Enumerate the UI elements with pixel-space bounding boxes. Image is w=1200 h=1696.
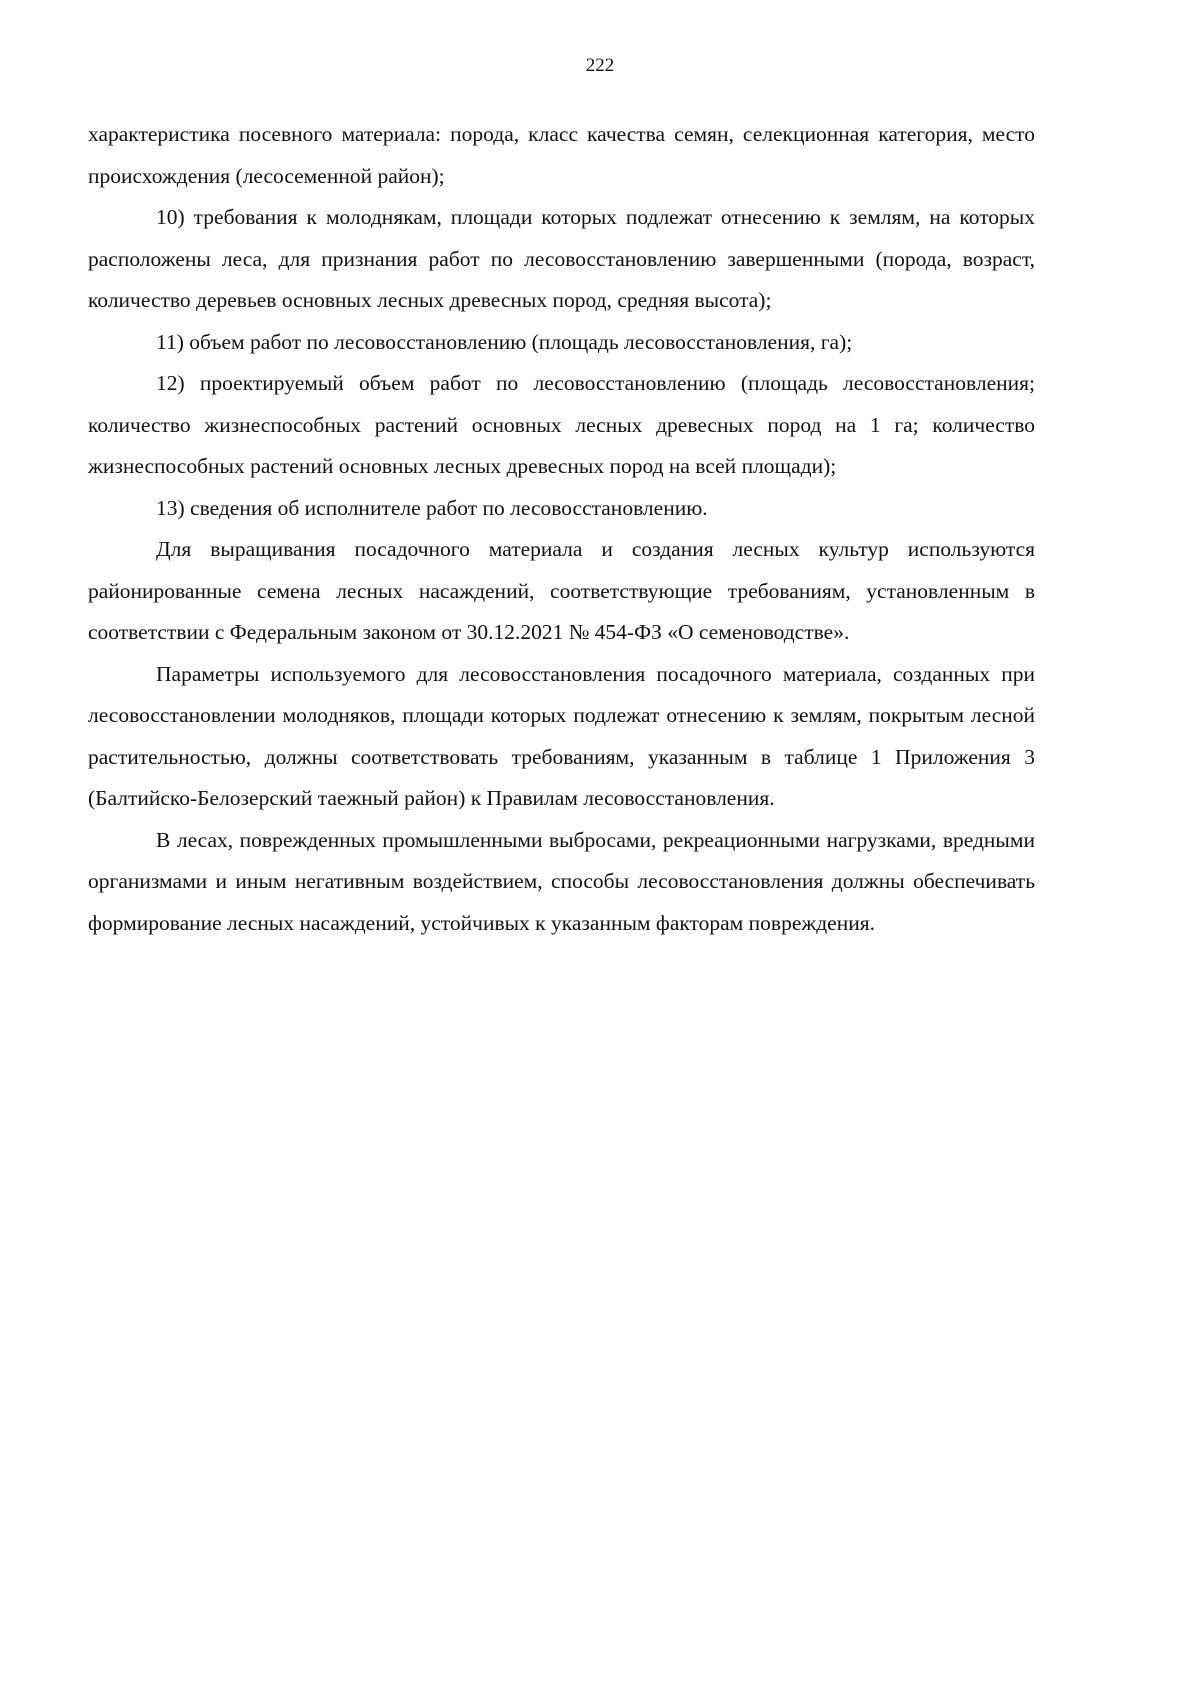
document-body bbox=[88, 114, 1035, 944]
paragraph-item-11: 11) объем работ по лесовосстановлению (площадь лесовосстановления, га); bbox=[156, 329, 853, 354]
paragraph-item-10: 10) требования к молоднякам, площади которых подлежат отнесению к землям, на которых расположены леса, для признания работ по лесовосстановлению завершенными (порода, возраст, количество деревьев основных лесных древесных пород, средняя высота); bbox=[88, 205, 1035, 312]
paragraph-seed-characteristics: характеристика посевного материала: порода, класс качества семян, селекционная категория, место происхождения (лесосеменной район); bbox=[88, 122, 1035, 188]
paragraph-item-12: 12) проектируемый объем работ по лесовосстановлению (площадь лесовосстановления; количество жизнеспособных растений основных лесных древесных пород на 1 га; количество жизнеспособных растений основных лесных древесных пород на всей площади); bbox=[88, 371, 1035, 478]
paragraph-planting-parameters: Параметры используемого для лесовосстановления посадочного материала, созданных при лесовосстановлении молодняков, площади которых подлежат отнесению к землям, покрытым лесной растительностью, должны соответствовать требованиям, указанным в таблице 1 Приложения 3 (Балтийско-Белозерский таежный район) к Правилам лесовосстановления. bbox=[88, 661, 1035, 810]
paragraph-damaged-forests: В лесах, поврежденных промышленными выбросами, рекреационными нагрузками, вредными организмами и иным негативным воздействием, способы лесовосстановления должны обеспечивать формирование лесных насаждений, устойчивых к указанным факторам повреждения. bbox=[88, 827, 1035, 935]
paragraph-seed-usage: Для выращивания посадочного материала и создания лесных культур используются районированные семена лесных насаждений, соответствующие требованиям, установленным в соответствии с Федеральным законом от 30.12.2021 № 454-ФЗ «О семеноводстве». bbox=[88, 537, 1035, 644]
paragraph-item-13: 13) сведения об исполнителе работ по лесовосстановлению. bbox=[156, 495, 708, 520]
page-number: 222 bbox=[585, 55, 615, 76]
